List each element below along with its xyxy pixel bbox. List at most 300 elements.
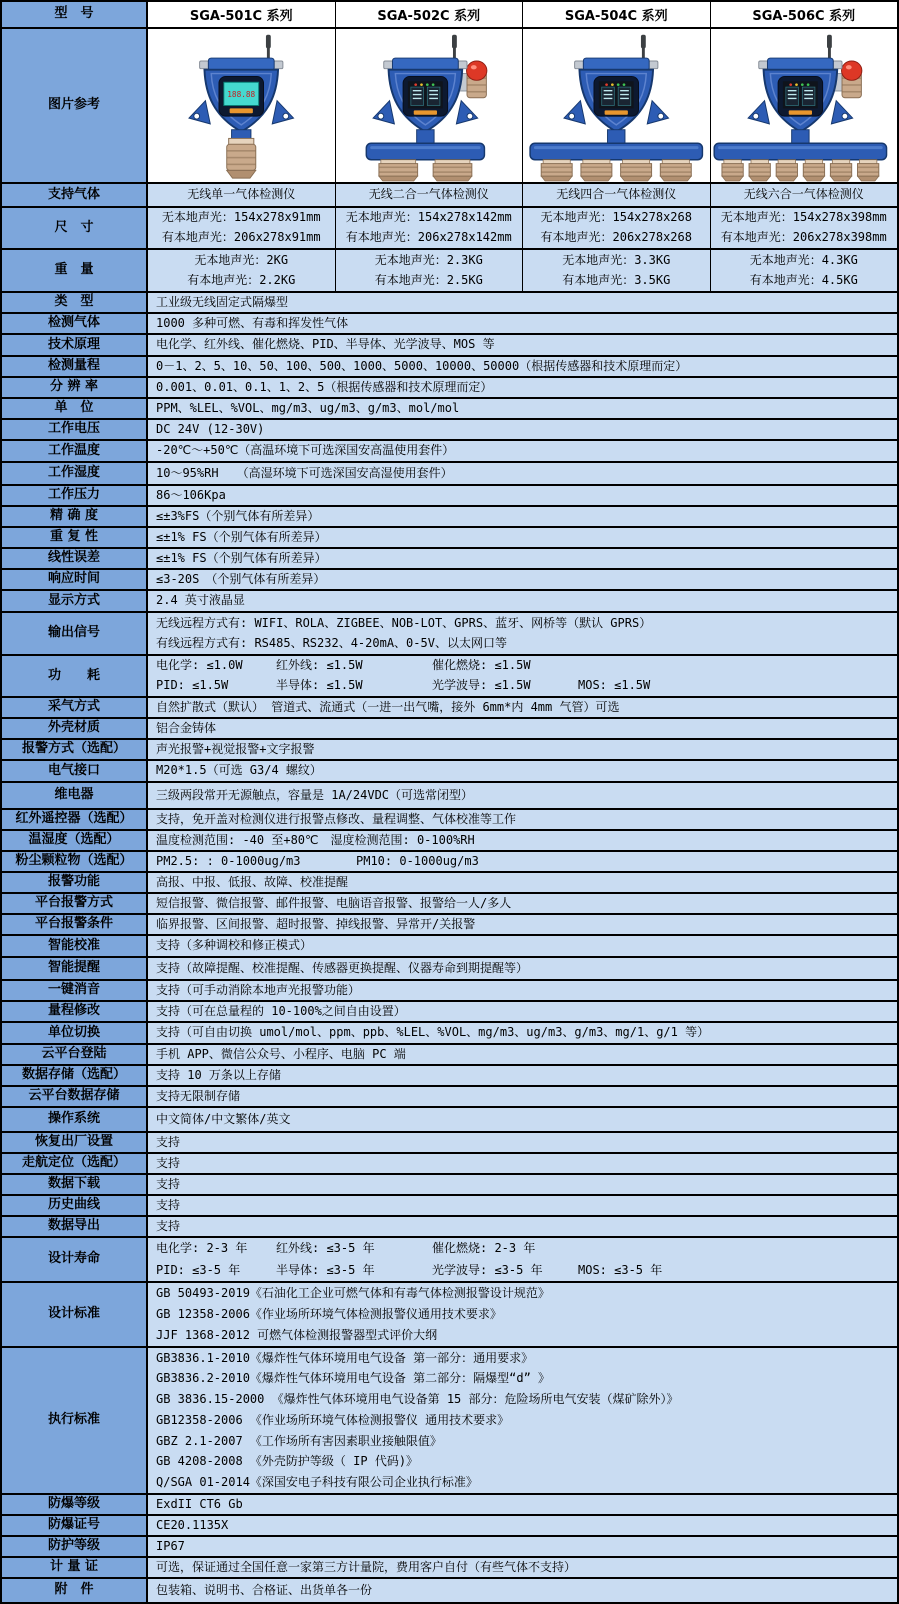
spec-value-cell: [148, 1579, 897, 1602]
spec-value-line: [156, 719, 897, 738]
spec-value-line: [156, 1558, 897, 1577]
row-label: 粉尘颗粒物（选配）: [2, 852, 148, 871]
spec-value-cell: [148, 981, 897, 1000]
spec-value-segment: JJF 1368-2012 可燃气体检测报警器型式评价大纲: [156, 1327, 438, 1342]
keypad-buttons: [230, 108, 253, 113]
spec-value-cell: [148, 208, 336, 248]
spec-value-cell: [148, 1108, 897, 1131]
spec-value-segment: 光学波导: ≤3-5 年: [432, 1262, 543, 1277]
table-row: [2, 463, 897, 486]
row-label: 操作系统: [2, 1108, 148, 1131]
product-image-cell: [148, 29, 336, 182]
spec-value-segment: PPM、%LEL、%VOL、mg/m3、ug/m3、g/m3、mol/mol: [156, 400, 460, 415]
spec-value-segment: PM2.5: : 0-1000ug/m3: [156, 853, 301, 868]
row-label: 图片参考: [2, 29, 148, 182]
row-label: 量程修改: [2, 1002, 148, 1021]
table-row: [2, 1154, 897, 1175]
sensor-stripe: [803, 171, 824, 173]
detector-illustration-sga-502c: [336, 29, 523, 182]
spec-value-line: 有本地声光：206x278x398mm: [720, 231, 887, 245]
row-label: 技术原理: [2, 335, 148, 355]
spec-value-cell: [336, 250, 524, 291]
spec-value-line: 有本地声光：206x278x91mm: [161, 231, 321, 245]
spec-value-segment: PID: ≤3-5 年: [156, 1262, 241, 1277]
sensor-head: [581, 160, 612, 181]
sensor-head: [857, 160, 878, 181]
sensor-stripe: [660, 167, 691, 169]
table-row: [2, 958, 897, 981]
table-row: [2, 936, 897, 958]
spec-value-line: [156, 1537, 897, 1556]
row-label: 工作湿度: [2, 463, 148, 484]
table-row: [2, 1516, 897, 1537]
sensor-stripe: [857, 167, 878, 169]
spec-value-cell: [148, 1283, 897, 1346]
lcd-screen: [599, 81, 634, 108]
spec-value-cell: [148, 250, 336, 291]
spec-value-cell: [711, 208, 898, 248]
spec-value-line: [156, 831, 897, 850]
spec-value-line: [156, 1045, 897, 1064]
spec-value-cell: [148, 915, 897, 934]
spec-value-line: [156, 634, 897, 655]
sensor-head: [541, 160, 572, 181]
spec-value-line: [156, 698, 897, 717]
spec-value-line: [156, 1516, 897, 1535]
spec-value-line: [156, 761, 897, 781]
spec-value-segment: MOS: ≤3-5 年: [578, 1262, 663, 1277]
spec-value-segment: 86～106Kpa: [156, 487, 226, 502]
spec-value-cell: [148, 399, 897, 418]
spec-value-line: [156, 591, 897, 611]
table-row: [2, 570, 897, 591]
product-image-cell: [711, 29, 898, 182]
spec-value-cell: [148, 1516, 897, 1535]
spec-value-line: [156, 1087, 897, 1106]
spec-value-line: [156, 549, 897, 568]
spec-value-line: [156, 1304, 897, 1325]
table-row: [2, 783, 897, 810]
spec-value-line: [156, 1108, 897, 1131]
row-label: 检测量程: [2, 357, 148, 376]
table-row: [2, 613, 897, 656]
spec-value-segment: 红外线: ≤3-5 年: [276, 1241, 375, 1256]
spec-value-cell: [148, 293, 897, 312]
mount-hole: [283, 113, 289, 119]
spec-value-segment: GB3836.1-2010《爆炸性气体环境用电气设备 第一部分：通用要求》: [156, 1350, 534, 1365]
spec-value-segment: ExdII CT6 Gb: [156, 1496, 243, 1511]
keypad-buttons: [788, 110, 811, 114]
row-label: 温湿度（选配）: [2, 831, 148, 850]
mount-hole: [752, 113, 758, 119]
row-label: 历史曲线: [2, 1196, 148, 1215]
row-label: 电气接口: [2, 761, 148, 781]
spec-value-line: [156, 1369, 897, 1390]
sensor-head: [749, 160, 770, 181]
lcd-screen: [407, 81, 442, 108]
spec-value-line: [156, 378, 897, 397]
table-row: [2, 250, 897, 293]
spec-value-line: [156, 399, 897, 418]
table-row: [2, 981, 897, 1002]
model-header-cell: SGA-504C 系列: [523, 2, 711, 27]
spec-value-segment: GB 12358-2006《作业场所环境气体检测报警仪通用技术要求》: [156, 1306, 502, 1321]
spec-value-segment: ≤3-20S （个别气体有所差异）: [156, 571, 326, 586]
spec-value-cell: [148, 507, 897, 526]
row-label: 类 型: [2, 293, 148, 312]
spec-value-segment: 温度检测范围: -40 至+80℃ 湿度检测范围: 0-100%RH: [156, 832, 475, 847]
row-label: 报警功能: [2, 873, 148, 892]
spec-value-segment: ≤±3%FS（个别气体有所差异）: [156, 508, 320, 523]
spec-value-segment: 0－1、2、5、10、50、100、500、1000、5000、10000、50000（根据传感器和技术原理而定）: [156, 358, 688, 373]
spec-value-line: [156, 463, 897, 484]
spec-value-cell: [523, 208, 711, 248]
spec-value-line: 无本地声光：3.3KG: [562, 253, 671, 267]
sensor-stripe: [621, 171, 652, 173]
table-row: [2, 1537, 897, 1558]
spec-value-line: [156, 852, 897, 871]
spec-value-segment: 10～95%RH （高湿环境下可选深国安高湿使用套件）: [156, 465, 453, 480]
spec-value-line: 有本地声光：3.5KG: [562, 274, 671, 288]
table-row: [2, 293, 897, 314]
spec-value-line: 有本地声光：2.2KG: [187, 274, 296, 288]
table-row: [2, 1579, 897, 1602]
spec-value-line: [156, 1154, 897, 1173]
spec-value-segment: 铝合金铸体: [156, 720, 217, 735]
sensor-stripe: [467, 91, 486, 93]
spec-value-line: [156, 1579, 897, 1602]
spec-value-segment: GB3836.2-2010《爆炸性气体环境用电气设备 第二部分：隔爆型“d” 》: [156, 1371, 551, 1386]
row-label: 设计标准: [2, 1283, 148, 1346]
spec-value-segment: GBZ 2.1-2007 《工作场所有害因素职业接触限值》: [156, 1433, 442, 1448]
spec-value-segment: 支持: [156, 1197, 181, 1212]
sensor-stripe: [227, 150, 256, 152]
spec-value-cell: [148, 1495, 897, 1514]
row-label: 检测气体: [2, 314, 148, 333]
spec-value-line: [156, 1495, 897, 1514]
spec-value-segment: IP67: [156, 1538, 185, 1553]
row-label: 云平台登陆: [2, 1045, 148, 1064]
spec-value-segment: 支持（多种调校和修正模式）: [156, 938, 313, 953]
spec-value-line: [156, 873, 897, 892]
sensor-stripe: [830, 167, 851, 169]
mount-hole: [658, 113, 664, 119]
spec-value-line: 无线二合一气体检测仪: [368, 188, 489, 202]
spec-value-cell: [148, 852, 897, 871]
table-row: [2, 1175, 897, 1196]
sensor-stripe: [227, 157, 256, 159]
spec-value-line: [156, 1325, 897, 1346]
table-row: [2, 852, 897, 873]
spec-value-segment: 电化学: ≤1.0W: [156, 658, 243, 673]
spec-value-segment: 0.001、0.01、0.1、1、2、5（根据传感器和技术原理而定）: [156, 379, 493, 394]
spec-value-line: [156, 1175, 897, 1194]
spec-value-line: 无本地声光：2.3KG: [374, 253, 483, 267]
sensor-head: [721, 160, 742, 181]
spec-value-segment: 临界报警、区间报警、超时报警、掉线报警、异常开/关报警: [156, 916, 476, 931]
spec-value-cell: [148, 613, 897, 654]
spec-value-segment: ≤±1% FS（个别气体有所差异）: [156, 529, 327, 544]
spec-value-line: [156, 1023, 897, 1043]
table-row: [2, 810, 897, 831]
spec-value-segment: 高报、中报、低报、故障、校准提醒: [156, 874, 349, 889]
spec-value-cell: [148, 894, 897, 913]
spec-value-line: [156, 1431, 897, 1452]
spec-value-line: [156, 314, 897, 333]
spec-value-segment: 包装箱、说明书、合格证、出货单各一份: [156, 1582, 373, 1597]
model-header-cell: SGA-502C 系列: [336, 2, 524, 27]
spec-value-line: [156, 676, 897, 696]
spec-value-cell: [148, 1537, 897, 1556]
table-row: [2, 915, 897, 936]
sensor-stripe: [842, 91, 861, 93]
table-row: [2, 1495, 897, 1516]
table-row: [2, 1045, 897, 1066]
spec-value-segment: 催化燃烧: 2-3 年: [432, 1241, 536, 1256]
model-header-cell: SGA-501C 系列: [148, 2, 336, 27]
sensor-head: [227, 130, 256, 178]
sensor-stripe: [621, 167, 652, 169]
spec-value-cell: [148, 958, 897, 979]
spec-value-segment: 支持（故障提醒、校准提醒、传感器更换提醒、仪器寿命到期提醒等）: [156, 960, 529, 975]
spec-value-segment: 工业级无线固定式隔爆型: [156, 294, 289, 309]
row-label: 附 件: [2, 1579, 148, 1602]
table-row: [2, 740, 897, 761]
spec-value-line: [156, 613, 897, 634]
spec-value-line: [156, 1217, 897, 1236]
sensor-stripe: [433, 171, 472, 173]
row-label: 分 辨 率: [2, 378, 148, 397]
table-row: [2, 184, 897, 208]
spec-value-cell: [523, 184, 711, 206]
spec-value-cell: [148, 357, 897, 376]
spec-value-segment: DC 24V (12-30V): [156, 421, 265, 436]
sensor-stripe: [378, 171, 417, 173]
spec-value-cell: [148, 420, 897, 439]
row-label: 防爆等级: [2, 1495, 148, 1514]
keypad-buttons: [605, 110, 628, 114]
spec-value-segment: 光学波导: ≤1.5W: [432, 678, 531, 693]
table-row: [2, 761, 897, 783]
sensor-stripe: [830, 171, 851, 173]
spec-value-cell: [148, 1175, 897, 1194]
spec-value-line: [156, 420, 897, 439]
spec-value-segment: 三级两段常开无源触点，容量是 1A/24VDC（可选常闭型）: [156, 787, 474, 802]
spec-value-line: [156, 293, 897, 312]
table-row: [2, 719, 897, 740]
table-row: [2, 831, 897, 852]
spec-value-segment: 1000 多种可燃、有毒和挥发性气体: [156, 315, 349, 330]
spec-value-line: [156, 1348, 897, 1369]
manifold: [530, 143, 702, 159]
spec-value-line: [156, 1260, 897, 1282]
spec-value-line: 无本地声光：154x278x268: [540, 211, 692, 225]
spec-value-cell: [148, 656, 897, 696]
spec-value-line: 无线六合一气体检测仪: [743, 188, 864, 202]
sensor-stripe: [433, 167, 472, 169]
spec-value-line: [156, 958, 897, 979]
table-row: [2, 335, 897, 357]
spec-value-line: 有本地声光：2.5KG: [374, 274, 483, 288]
spec-value-line: [156, 357, 897, 376]
mount-hole: [377, 113, 383, 119]
row-label: 尺 寸: [2, 208, 148, 248]
table-row: [2, 1002, 897, 1023]
spec-value-segment: 无线远程方式有: WIFI、ROLA、ZIGBEE、NOB-LOT、GPRS、蓝牙、网桥等（默认 GPRS）: [156, 615, 652, 630]
spec-value-segment: PM10: 0-1000ug/m3: [356, 853, 479, 868]
row-label: 防护等级: [2, 1537, 148, 1556]
spec-value-cell: [148, 810, 897, 829]
row-label: 执行标准: [2, 1348, 148, 1493]
spec-value-segment: 支持（可手动消除本地声光报警功能）: [156, 982, 361, 997]
sensor-head: [776, 160, 797, 181]
spec-value-cell: [148, 463, 897, 484]
table-row: [2, 1217, 897, 1238]
spec-value-segment: 手机 APP、微信公众号、小程序、电脑 PC 端: [156, 1046, 406, 1061]
table-row: [2, 507, 897, 528]
table-row: [2, 1196, 897, 1217]
table-row: [2, 591, 897, 613]
sensor-head: [803, 160, 824, 181]
table-row: [2, 1348, 897, 1495]
spec-value-segment: -20℃～+50℃（高温环境下可选深国安高温使用套件）: [156, 443, 455, 458]
row-label: 工作温度: [2, 441, 148, 461]
row-label: 计 量 证: [2, 1558, 148, 1577]
spec-value-line: [156, 441, 897, 461]
spec-value-segment: 支持，免开盖对检测仪进行报警点修改、量程调整、气体校准等工作: [156, 811, 517, 826]
table-row: [2, 528, 897, 549]
mount-hole: [194, 113, 200, 119]
table-row: [2, 441, 897, 463]
spec-value-cell: [148, 528, 897, 547]
spec-value-segment: GB 4208-2008 《外壳防护等级（ IP 代码)》: [156, 1454, 419, 1469]
spec-value-line: [156, 1472, 897, 1493]
row-label: 智能校准: [2, 936, 148, 956]
row-label: 线性误差: [2, 549, 148, 568]
spec-value-line: 无本地声光：2KG: [194, 253, 289, 267]
table-row: [2, 378, 897, 399]
spec-value-cell: [148, 591, 897, 611]
spec-value-cell: [148, 378, 897, 397]
row-label: 平台报警方式: [2, 894, 148, 913]
spec-value-line: 无线单一气体检测仪: [187, 188, 296, 202]
keypad-buttons: [413, 110, 436, 114]
spec-value-segment: 支持 10 万条以上存储: [156, 1067, 281, 1082]
spec-value-segment: GB 3836.15-2000 《爆炸性气体环境用电气设备第 15 部分：危险场所电气安装（煤矿除外）》: [156, 1392, 679, 1407]
spec-value-line: 有本地声光：206x278x268: [540, 231, 692, 245]
row-label: 单 位: [2, 399, 148, 418]
row-label: 单位切换: [2, 1023, 148, 1043]
sensor-stripe: [776, 167, 797, 169]
detector-illustration-sga-504c: [523, 29, 710, 182]
row-label: 设计寿命: [2, 1238, 148, 1281]
spec-value-segment: 短信报警、微信报警、邮件报警、电脑语音报警、报警给一人/多人: [156, 895, 512, 910]
row-label: 防爆证号: [2, 1516, 148, 1535]
table-row: [2, 1238, 897, 1283]
spec-value-line: [156, 1410, 897, 1431]
table-row: [2, 873, 897, 894]
spec-value-segment: GB12358-2006 《作业场所环境气体检测报警仪 通用技术要求》: [156, 1412, 510, 1427]
spec-value-line: [156, 783, 897, 808]
row-label: 数据导出: [2, 1217, 148, 1236]
table-row: [2, 357, 897, 378]
row-label: 工作电压: [2, 420, 148, 439]
spec-value-cell: [148, 486, 897, 505]
spec-value-segment: PID: ≤1.5W: [156, 678, 229, 693]
spec-value-line: 无本地声光：154x278x91mm: [161, 211, 321, 225]
spec-value-line: [156, 1238, 897, 1260]
spec-value-segment: 中文简体/中文繁体/英文: [156, 1111, 291, 1126]
table-row: [2, 486, 897, 507]
spec-value-cell: [523, 250, 711, 291]
sensor-head: [830, 160, 851, 181]
sensor-stripe: [378, 167, 417, 169]
spec-value-cell: [148, 441, 897, 461]
mount-hole: [842, 113, 848, 119]
spec-value-cell: [148, 1238, 897, 1281]
spec-value-line: [156, 936, 897, 956]
table-row: [2, 894, 897, 915]
row-label: 重 量: [2, 250, 148, 291]
sensor-stripe: [581, 167, 612, 169]
spec-value-cell: [148, 698, 897, 717]
spec-value-cell: [148, 335, 897, 355]
table-row: [2, 2, 897, 29]
spec-value-cell: [148, 783, 897, 808]
spec-value-line: [156, 894, 897, 913]
spec-value-line: [156, 507, 897, 526]
spec-value-line: [156, 1133, 897, 1152]
table-row: [2, 549, 897, 570]
spec-value-line: [156, 486, 897, 505]
spec-value-cell: [148, 831, 897, 850]
spec-value-cell: [148, 1558, 897, 1577]
table-row: [2, 1283, 897, 1348]
spec-value-segment: ≤±1% FS（个别气体有所差异）: [156, 550, 327, 565]
spec-value-segment: 支持: [156, 1176, 181, 1191]
sensor-stripe: [721, 167, 742, 169]
spec-value-cell: [711, 250, 898, 291]
spec-value-cell: [148, 1023, 897, 1043]
spec-value-cell: [336, 184, 524, 206]
spec-value-segment: 电化学: 2-3 年: [156, 1241, 248, 1256]
spec-value-segment: 红外线: ≤1.5W: [276, 658, 363, 673]
spec-value-cell: [148, 740, 897, 759]
spec-value-cell: [148, 1002, 897, 1021]
sensor-stripe: [721, 171, 742, 173]
detector-illustration-sga-501c: [148, 29, 335, 182]
row-label: 精 确 度: [2, 507, 148, 526]
table-row: [2, 1066, 897, 1087]
sensor-stripe: [803, 167, 824, 169]
row-label: 云平台数据存储: [2, 1087, 148, 1106]
spec-value-segment: 声光报警+视觉报警+文字报警: [156, 741, 315, 756]
row-label: 红外遥控器（选配）: [2, 810, 148, 829]
row-label: 平台报警条件: [2, 915, 148, 934]
spec-value-line: [156, 1452, 897, 1473]
spec-value-line: [156, 1002, 897, 1021]
sensor-stripe: [749, 171, 770, 173]
table-row: [2, 1023, 897, 1045]
spec-value-cell: [336, 208, 524, 248]
table-row: [2, 1108, 897, 1133]
beacon-highlight: [845, 65, 851, 69]
table-row: [2, 1087, 897, 1108]
spec-value-cell: [148, 936, 897, 956]
row-label: 型 号: [2, 2, 148, 27]
row-label: 外壳材质: [2, 719, 148, 738]
spec-value-segment: 支持无限制存储: [156, 1088, 241, 1103]
